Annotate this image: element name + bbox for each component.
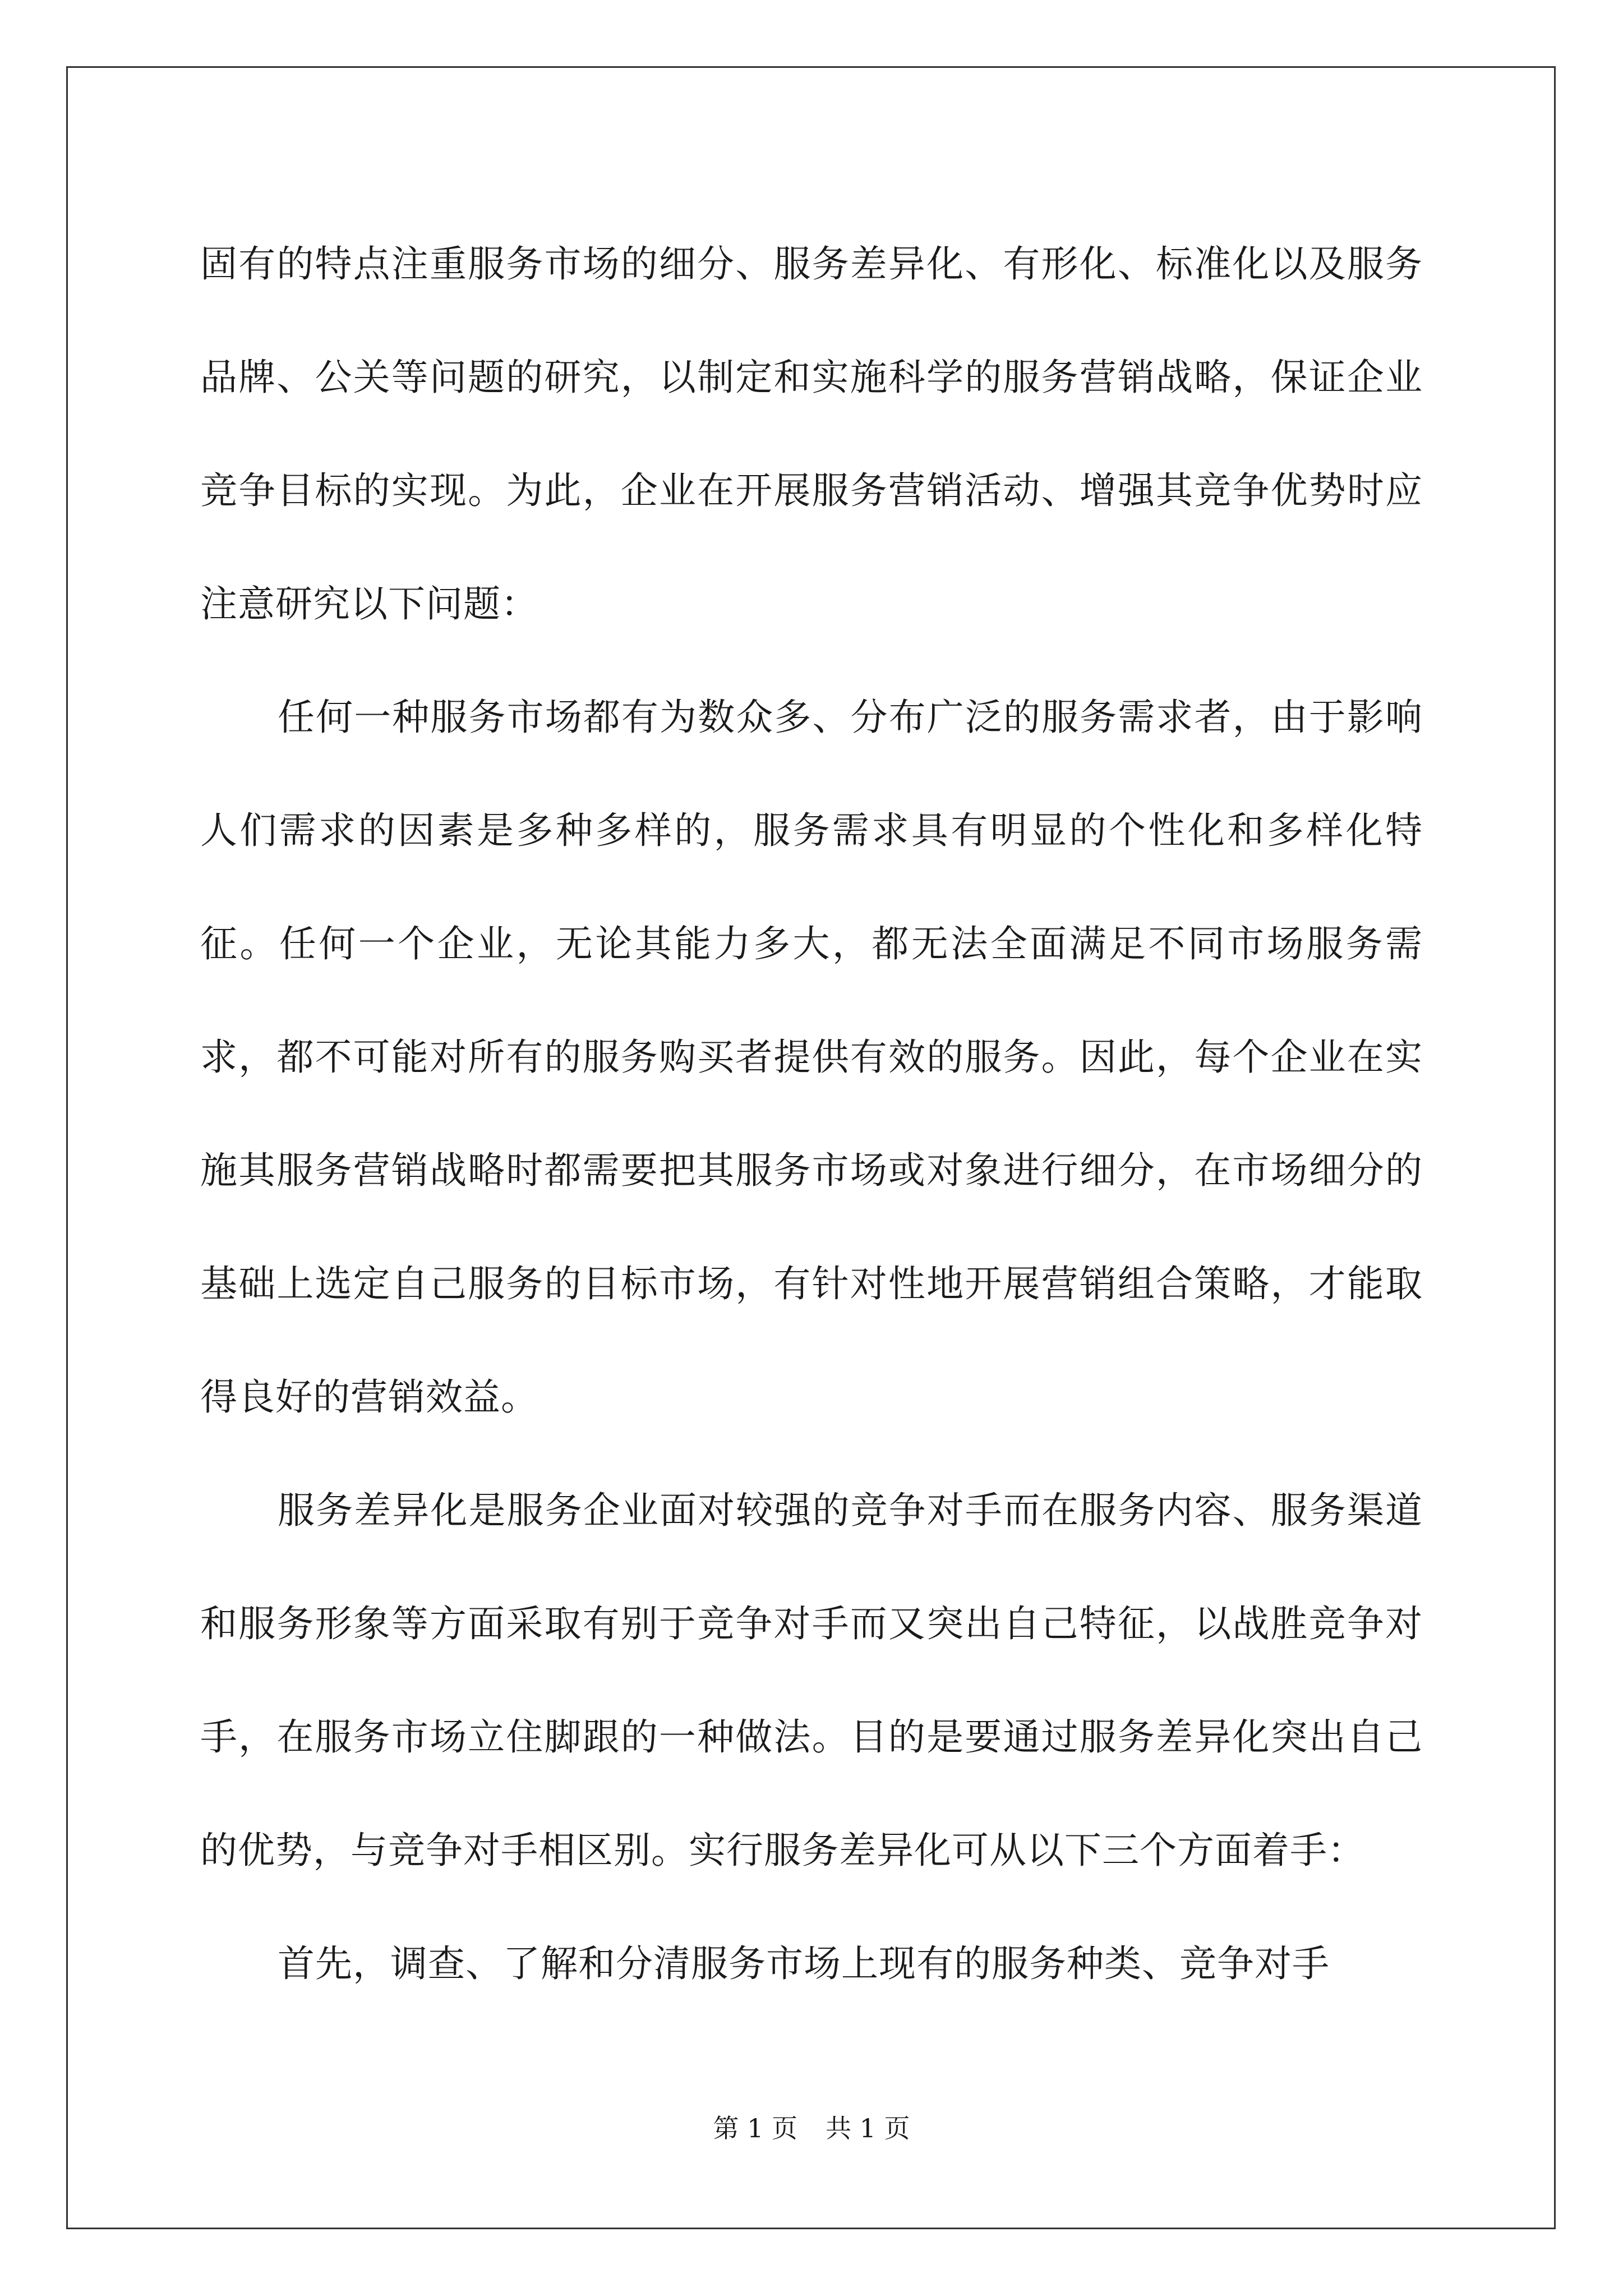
page-footer: [0, 2108, 1623, 2145]
paragraph-1: 固有的特点注重服务市场的细分、服务差异化、有形化、标准化以及服务品牌、公关等问题的研究，以制定和实施科学的服务营销战略，保证企业竞争目标的实现。为此，企业在开展服务营销活动、增强其竞争优势时应注意研究以下问题：: [200, 242, 1423, 625]
total-pages: 共 1 页: [826, 2113, 910, 2143]
paragraph-4: 首先，调查、了解和分清服务市场上现有的服务种类、竞争对手: [278, 1942, 1330, 1985]
document-body: [200, 208, 1423, 2021]
paragraph-2: 任何一种服务市场都有为数众多、分布广泛的服务需求者，由于影响人们需求的因素是多种多样的，服务需求具有明显的个性化和多样化特征。任何一个企业，无论其能力多大，都无法全面满足不同市场服务需求，都不可能对所有的服务购买者提供有效的服务。因此，每个企业在实施其服务营销战略时都需要把其服务市场或对象进行细分，在市场细分的基础上选定自己服务的目标市场，有针对性地开展营销组合策略，才能取得良好的营销效益。: [200, 696, 1423, 1419]
paragraph-3: 服务差异化是服务企业面对较强的竞争对手而在服务内容、服务渠道和服务形象等方面采取有别于竞争对手而又突出自己特征，以战胜竞争对手，在服务市场立住脚跟的一种做法。目的是要通过服务差异化突出自己的优势，与竞争对手相区别。实行服务差异化可从以下三个方面着手：: [200, 1489, 1423, 1872]
page-number: 第 1 页: [713, 2113, 797, 2143]
